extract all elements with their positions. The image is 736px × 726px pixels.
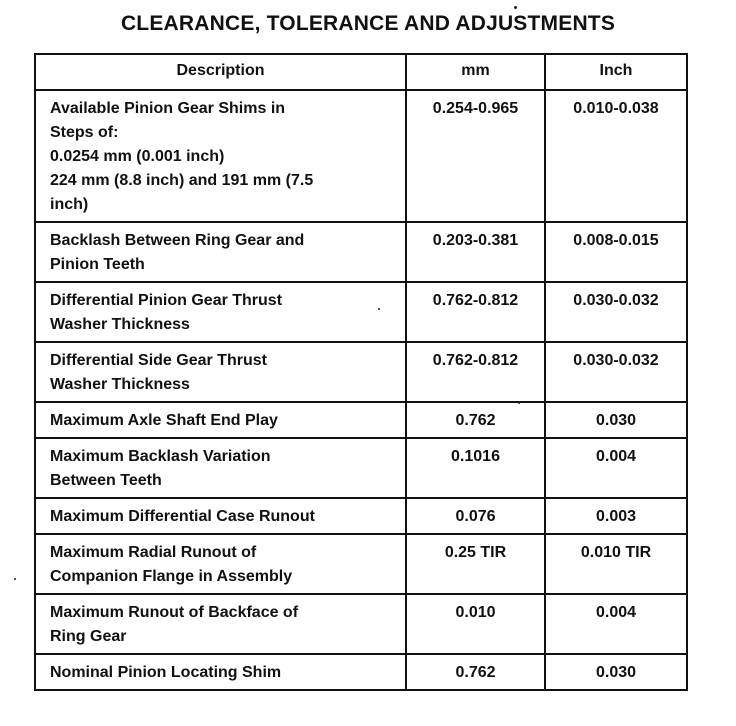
column-header-description: Description <box>35 54 406 90</box>
row-value-mm: 0.010 <box>406 594 545 654</box>
description-line: Differential Side Gear Thrust <box>50 352 267 369</box>
row-value-mm: 0.762 <box>406 654 545 690</box>
row-value-inch: 0.004 <box>545 438 687 498</box>
row-value-mm: 0.203-0.381 <box>406 222 545 282</box>
row-description <box>35 534 406 594</box>
scan-speck <box>378 308 380 310</box>
description-line: Washer Thickness <box>50 376 190 393</box>
table-row <box>35 282 687 342</box>
table-row <box>35 498 687 534</box>
table-header-row <box>35 54 687 90</box>
table-row <box>35 594 687 654</box>
description-line: Maximum Backlash Variation <box>50 448 271 465</box>
row-value-mm: 0.1016 <box>406 438 545 498</box>
row-description <box>35 402 406 438</box>
description-line: Maximum Differential Case Runout <box>50 508 315 525</box>
description-line: Between Teeth <box>50 472 162 489</box>
column-header-inch: Inch <box>545 54 687 90</box>
row-value-inch: 0.010-0.038 <box>545 90 687 222</box>
description-line: Maximum Radial Runout of <box>50 544 257 561</box>
row-value-inch: 0.004 <box>545 594 687 654</box>
row-value-mm: 0.254-0.965 <box>406 90 545 222</box>
specifications-table <box>34 53 688 691</box>
table-row <box>35 438 687 498</box>
table-row <box>35 342 687 402</box>
row-value-mm: 0.762 <box>406 402 545 438</box>
table-row <box>35 654 687 690</box>
description-line: 224 mm (8.8 inch) and 191 mm (7.5 <box>50 172 314 189</box>
description-line: Companion Flange in Assembly <box>50 568 293 585</box>
row-value-mm: 0.762-0.812 <box>406 342 545 402</box>
description-line: Differential Pinion Gear Thrust <box>50 292 283 309</box>
scan-speck <box>514 6 517 9</box>
description-line: Available Pinion Gear Shims in <box>50 100 286 117</box>
row-value-inch: 0.030-0.032 <box>545 282 687 342</box>
row-value-inch: 0.030 <box>545 654 687 690</box>
description-line: Ring Gear <box>50 628 127 645</box>
row-description <box>35 498 406 534</box>
description-line: Nominal Pinion Locating Shim <box>50 664 282 681</box>
table-row <box>35 402 687 438</box>
row-value-mm: 0.762-0.812 <box>406 282 545 342</box>
description-line: Pinion Teeth <box>50 256 145 273</box>
row-description <box>35 438 406 498</box>
column-header-mm: mm <box>406 54 545 90</box>
description-line: Washer Thickness <box>50 316 190 333</box>
row-description <box>35 594 406 654</box>
row-value-inch: 0.030 <box>545 402 687 438</box>
row-value-mm: 0.25 TIR <box>406 534 545 594</box>
row-value-inch: 0.003 <box>545 498 687 534</box>
table-row <box>35 222 687 282</box>
row-value-inch: 0.030-0.032 <box>545 342 687 402</box>
row-value-inch: 0.008-0.015 <box>545 222 687 282</box>
description-line: inch) <box>50 196 89 213</box>
row-value-mm: 0.076 <box>406 498 545 534</box>
row-description <box>35 654 406 690</box>
page-title: CLEARANCE, TOLERANCE AND ADJUSTMENTS <box>120 12 616 35</box>
row-description <box>35 222 406 282</box>
row-description <box>35 282 406 342</box>
description-line: 0.0254 mm (0.001 inch) <box>50 148 225 165</box>
description-line: Maximum Runout of Backface of <box>50 604 299 621</box>
table-row <box>35 90 687 222</box>
row-value-inch: 0.010 TIR <box>545 534 687 594</box>
description-line: Backlash Between Ring Gear and <box>50 232 305 249</box>
description-line: Steps of: <box>50 124 119 141</box>
scan-speck <box>518 402 520 404</box>
description-line: Maximum Axle Shaft End Play <box>50 412 278 429</box>
row-description <box>35 90 406 222</box>
scan-speck <box>14 578 16 580</box>
row-description <box>35 342 406 402</box>
table-row <box>35 534 687 594</box>
